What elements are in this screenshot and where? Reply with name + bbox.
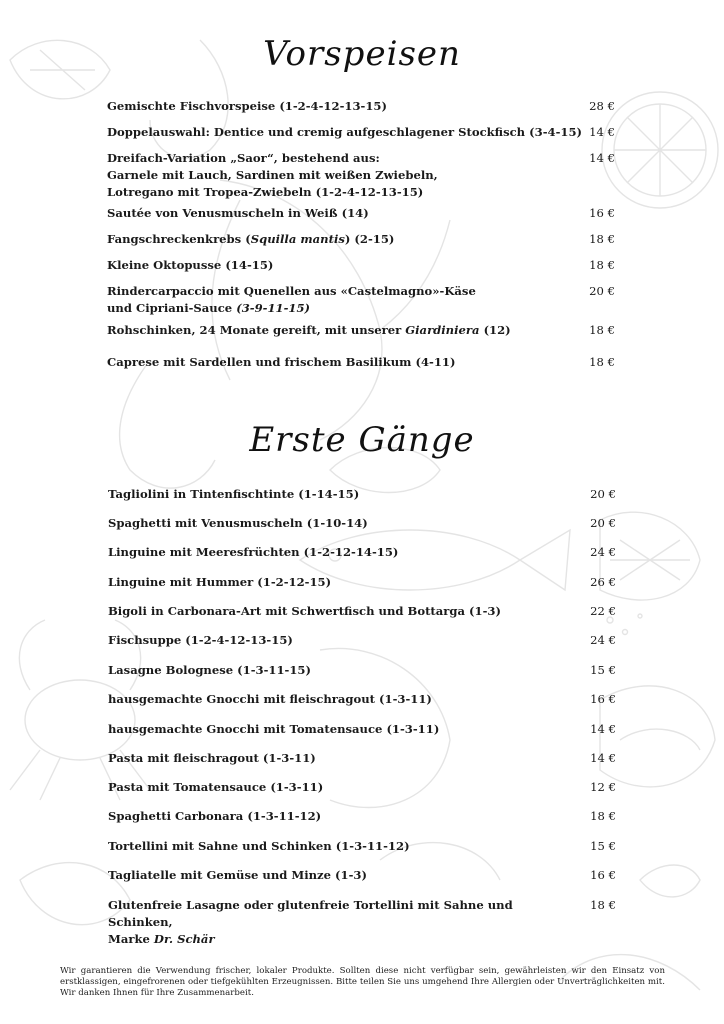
item-name-line: Dreifach-Variation „Saor“, bestehend aus: (107, 151, 380, 165)
item-name-part: Rohschinken, 24 Monate gereift, mit unserer (107, 323, 406, 337)
item-name-italic: Dr. Schär (153, 932, 215, 946)
allergen-footer-note: Wir garantieren die Verwendung frischer, lokaler Produkte. Sollten diese nicht verfügbar sein, gewährleisten wir den Einsatz von erstklassigen, eingefrorenen oder tiefgekühlten Erzeugnissen. Bitte teilen Sie uns umgehend Ihre Allergien oder Unverträglichkeiten mit. Wir danken Ihnen für Ihre Zusammenarbeit. (60, 965, 665, 998)
menu-item (107, 124, 615, 141)
item-name: Caprese mit Sardellen und frischem Basilikum (4-11) (107, 355, 456, 369)
item-price: 15 € (590, 663, 616, 677)
menu-item (107, 98, 615, 115)
item-name: Lasagne Bolognese (1-3-11-15) (108, 663, 311, 677)
item-name: Linguine mit Meeresfrüchten (1-2-12-14-15) (108, 545, 399, 559)
menu-item (108, 750, 616, 767)
menu-item (108, 838, 616, 855)
item-price: 12 € (590, 780, 616, 794)
section-title-first-courses: Erste Gänge (249, 420, 475, 460)
menu-item (107, 354, 615, 371)
item-price: 18 € (589, 232, 615, 246)
menu-item (108, 603, 616, 620)
item-name: Pasta mit Tomatensauce (1-3-11) (108, 780, 324, 794)
item-name: Tagliolini in Tintenfischtinte (1-14-15) (108, 487, 360, 501)
menu-item (107, 205, 615, 222)
item-name-italic: Squilla mantis (250, 232, 345, 246)
item-price: 20 € (590, 516, 616, 530)
item-name: Tortellini mit Sahne und Schinken (1-3-11-12) (108, 839, 410, 853)
item-name-part: (12) (479, 323, 511, 337)
menu-item (108, 867, 616, 884)
item-name: Spaghetti mit Venusmuscheln (1-10-14) (108, 516, 368, 530)
item-name (107, 231, 577, 248)
item-price: 20 € (590, 487, 616, 501)
item-name (107, 322, 577, 339)
item-name: Fischsuppe (1-2-4-12-13-15) (108, 633, 293, 647)
menu-item (108, 691, 616, 708)
section-title-starters: Vorspeisen (263, 34, 461, 74)
item-price: 14 € (589, 125, 615, 139)
menu-item (108, 779, 616, 796)
item-name: hausgemachte Gnocchi mit fleischragout (1-3-11) (108, 692, 432, 706)
item-name: hausgemachte Gnocchi mit Tomatensauce (1-3-11) (108, 722, 440, 736)
menu-item (108, 721, 616, 738)
item-name-part: Fangschreckenkrebs ( (107, 232, 251, 246)
item-price: 16 € (589, 206, 615, 220)
item-price: 24 € (590, 545, 616, 559)
menu-item (108, 574, 616, 591)
item-price: 20 € (589, 284, 615, 298)
menu-item (108, 808, 616, 825)
menu-item (108, 662, 616, 679)
item-price: 18 € (589, 323, 615, 337)
item-name: Bigoli in Carbonara-Art mit Schwertfisch und Bottarga (1-3) (108, 604, 501, 618)
menu-item (108, 486, 616, 503)
item-name (107, 150, 577, 201)
item-price: 18 € (589, 355, 615, 369)
item-name: Tagliatelle mit Gemüse und Minze (1-3) (108, 868, 367, 882)
item-price: 22 € (590, 604, 616, 618)
item-price: 18 € (590, 809, 616, 823)
item-name (107, 283, 577, 317)
menu-item (108, 632, 616, 649)
item-price: 14 € (590, 751, 616, 765)
item-name: Kleine Oktopusse (14-15) (107, 258, 274, 272)
item-name-italic: (3-9-11-15) (236, 301, 311, 315)
menu-item (108, 515, 616, 532)
item-name-line: Lotregano mit Tropea-Zwiebeln (1-2-4-12-13-15) (107, 185, 424, 199)
item-price: 18 € (590, 898, 616, 912)
item-price: 16 € (590, 868, 616, 882)
item-price: 14 € (590, 722, 616, 736)
item-price: 24 € (590, 633, 616, 647)
item-name: Pasta mit fleischragout (1-3-11) (108, 751, 316, 765)
item-price: 15 € (590, 839, 616, 853)
item-price: 14 € (589, 151, 615, 165)
item-name: Linguine mit Hummer (1-2-12-15) (108, 575, 332, 589)
item-price: 28 € (589, 99, 615, 113)
item-price: 18 € (589, 258, 615, 272)
menu-item (107, 231, 615, 248)
item-name: Doppelauswahl: Dentice und cremig aufgeschlagener Stockfisch (3-4-15) (107, 125, 583, 139)
item-name-line: Rindercarpaccio mit Quenellen aus «Castelmagno»-Käse (107, 284, 476, 298)
item-name-italic: Giardiniera (405, 323, 480, 337)
menu-item (108, 897, 616, 948)
item-price: 26 € (590, 575, 616, 589)
item-name: Spaghetti Carbonara (1-3-11-12) (108, 809, 322, 823)
item-name-line: Garnele mit Lauch, Sardinen mit weißen Zwiebeln, (107, 168, 438, 182)
menu-item (107, 322, 615, 339)
item-name-part: Marke (108, 932, 154, 946)
item-name-part: ) (2-15) (344, 232, 395, 246)
menu-item (108, 544, 616, 561)
item-price: 16 € (590, 692, 616, 706)
item-name: Gemischte Fischvorspeise (1-2-4-12-13-15) (107, 99, 387, 113)
item-name-part: und Cipriani-Sauce (107, 301, 237, 315)
item-name (108, 897, 578, 948)
menu-item (107, 150, 615, 201)
item-name-line: Glutenfreie Lasagne oder glutenfreie Tortellini mit Sahne und Schinken, (108, 898, 513, 929)
item-name: Sautée von Venusmuscheln in Weiß (14) (107, 206, 369, 220)
menu-item (107, 257, 615, 274)
menu-item (107, 283, 615, 317)
